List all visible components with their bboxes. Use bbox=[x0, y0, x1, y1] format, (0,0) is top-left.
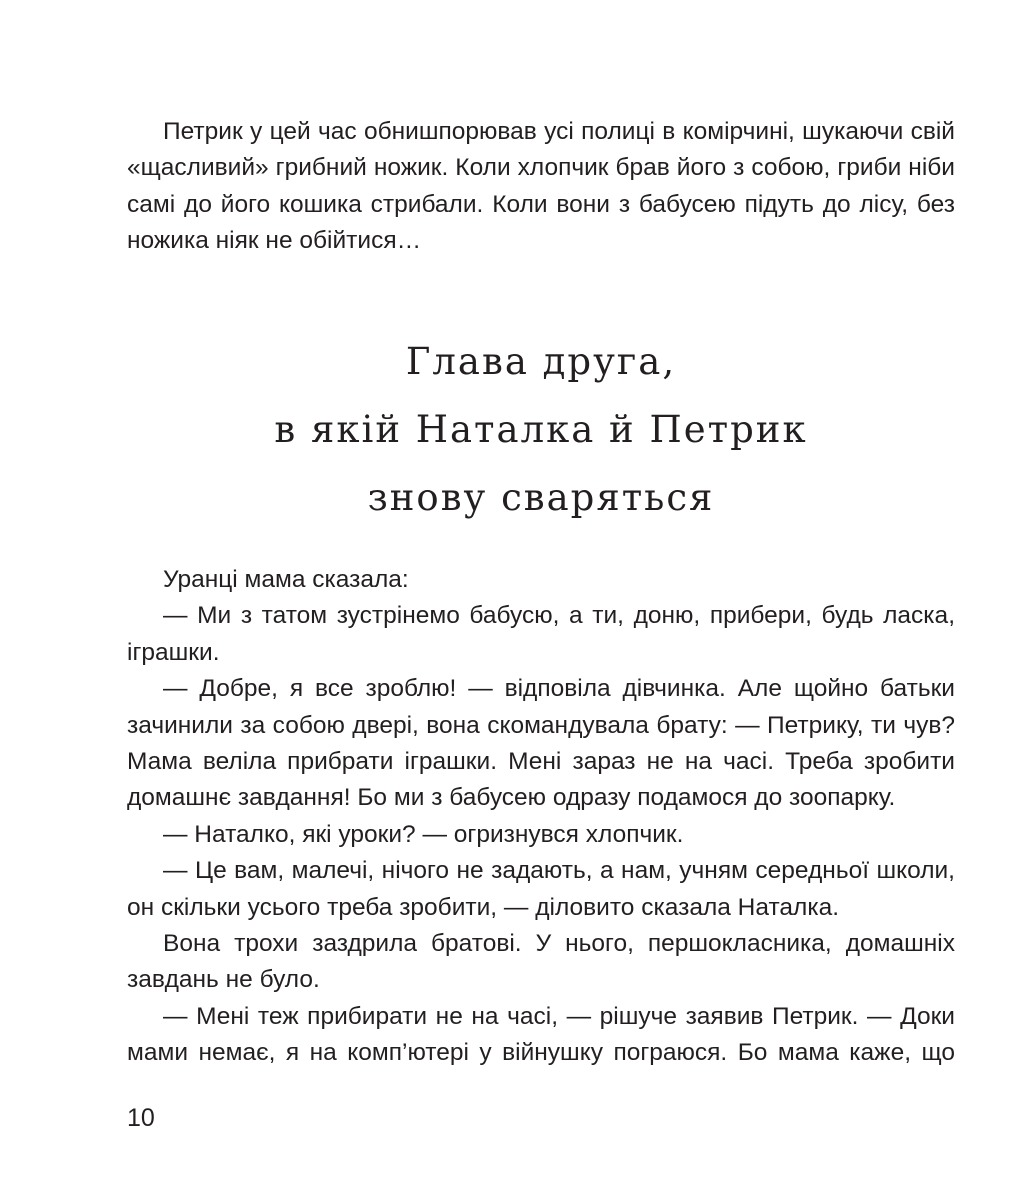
intro-section bbox=[127, 114, 955, 260]
body-paragraph: — Це вам, малечі, нічого не задають, а нам, учням середньої школи, он скільки усього треба зробити, — діловито сказала Наталка. bbox=[127, 857, 955, 921]
chapter-heading-line-3: знову сваряться bbox=[367, 476, 715, 519]
body-paragraph: — Наталко, які уроки? — огризнувся хлопчик. bbox=[163, 820, 684, 848]
chapter-heading bbox=[127, 328, 955, 532]
intro-paragraph: Петрик у цей час обнишпорював усі полиці в комірчині, шукаючи свій «щасливий» грибний ножик. Коли хлопчик брав його з собою, гриби ніби самі до його кошика стрибали. Коли вони з бабусею підуть до лісу, без ножика ніяк не обійтися… bbox=[127, 118, 955, 255]
body-paragraph: Вона трохи заздрила братові. У нього, першокласника, домашніх завдань не було. bbox=[127, 930, 955, 994]
chapter-heading-line-1: Глава друга, bbox=[405, 340, 677, 383]
body-paragraph: — Ми з татом зустрінемо бабусю, а ти, доню, прибери, будь ласка, іграшки. bbox=[127, 602, 955, 666]
body-paragraph: — Мені теж прибирати не на часі, — рішуче заявив Петрик. — Доки мами немає, я на комп’ютері у війнушку пограюся. Бо мама каже, що bbox=[127, 1002, 955, 1067]
body-paragraph: — Добре, я все зроблю! — відповіла дівчинка. Але щойно батьки зачинили за собою двері, вона скомандувала брату: — Петрику, ти чув? Мама веліла прибрати іграшки. Мені зараз не на часі. Треба зробити домашнє завдання! Бо ми з бабусею одразу подамося до зоопарку. bbox=[127, 675, 955, 812]
body-paragraph: Уранці мама сказала: bbox=[163, 566, 409, 593]
chapter-body bbox=[127, 562, 955, 1072]
chapter-heading-line-2: в якій Наталка й Петрик bbox=[274, 408, 808, 451]
page-number: 10 bbox=[127, 1104, 155, 1132]
